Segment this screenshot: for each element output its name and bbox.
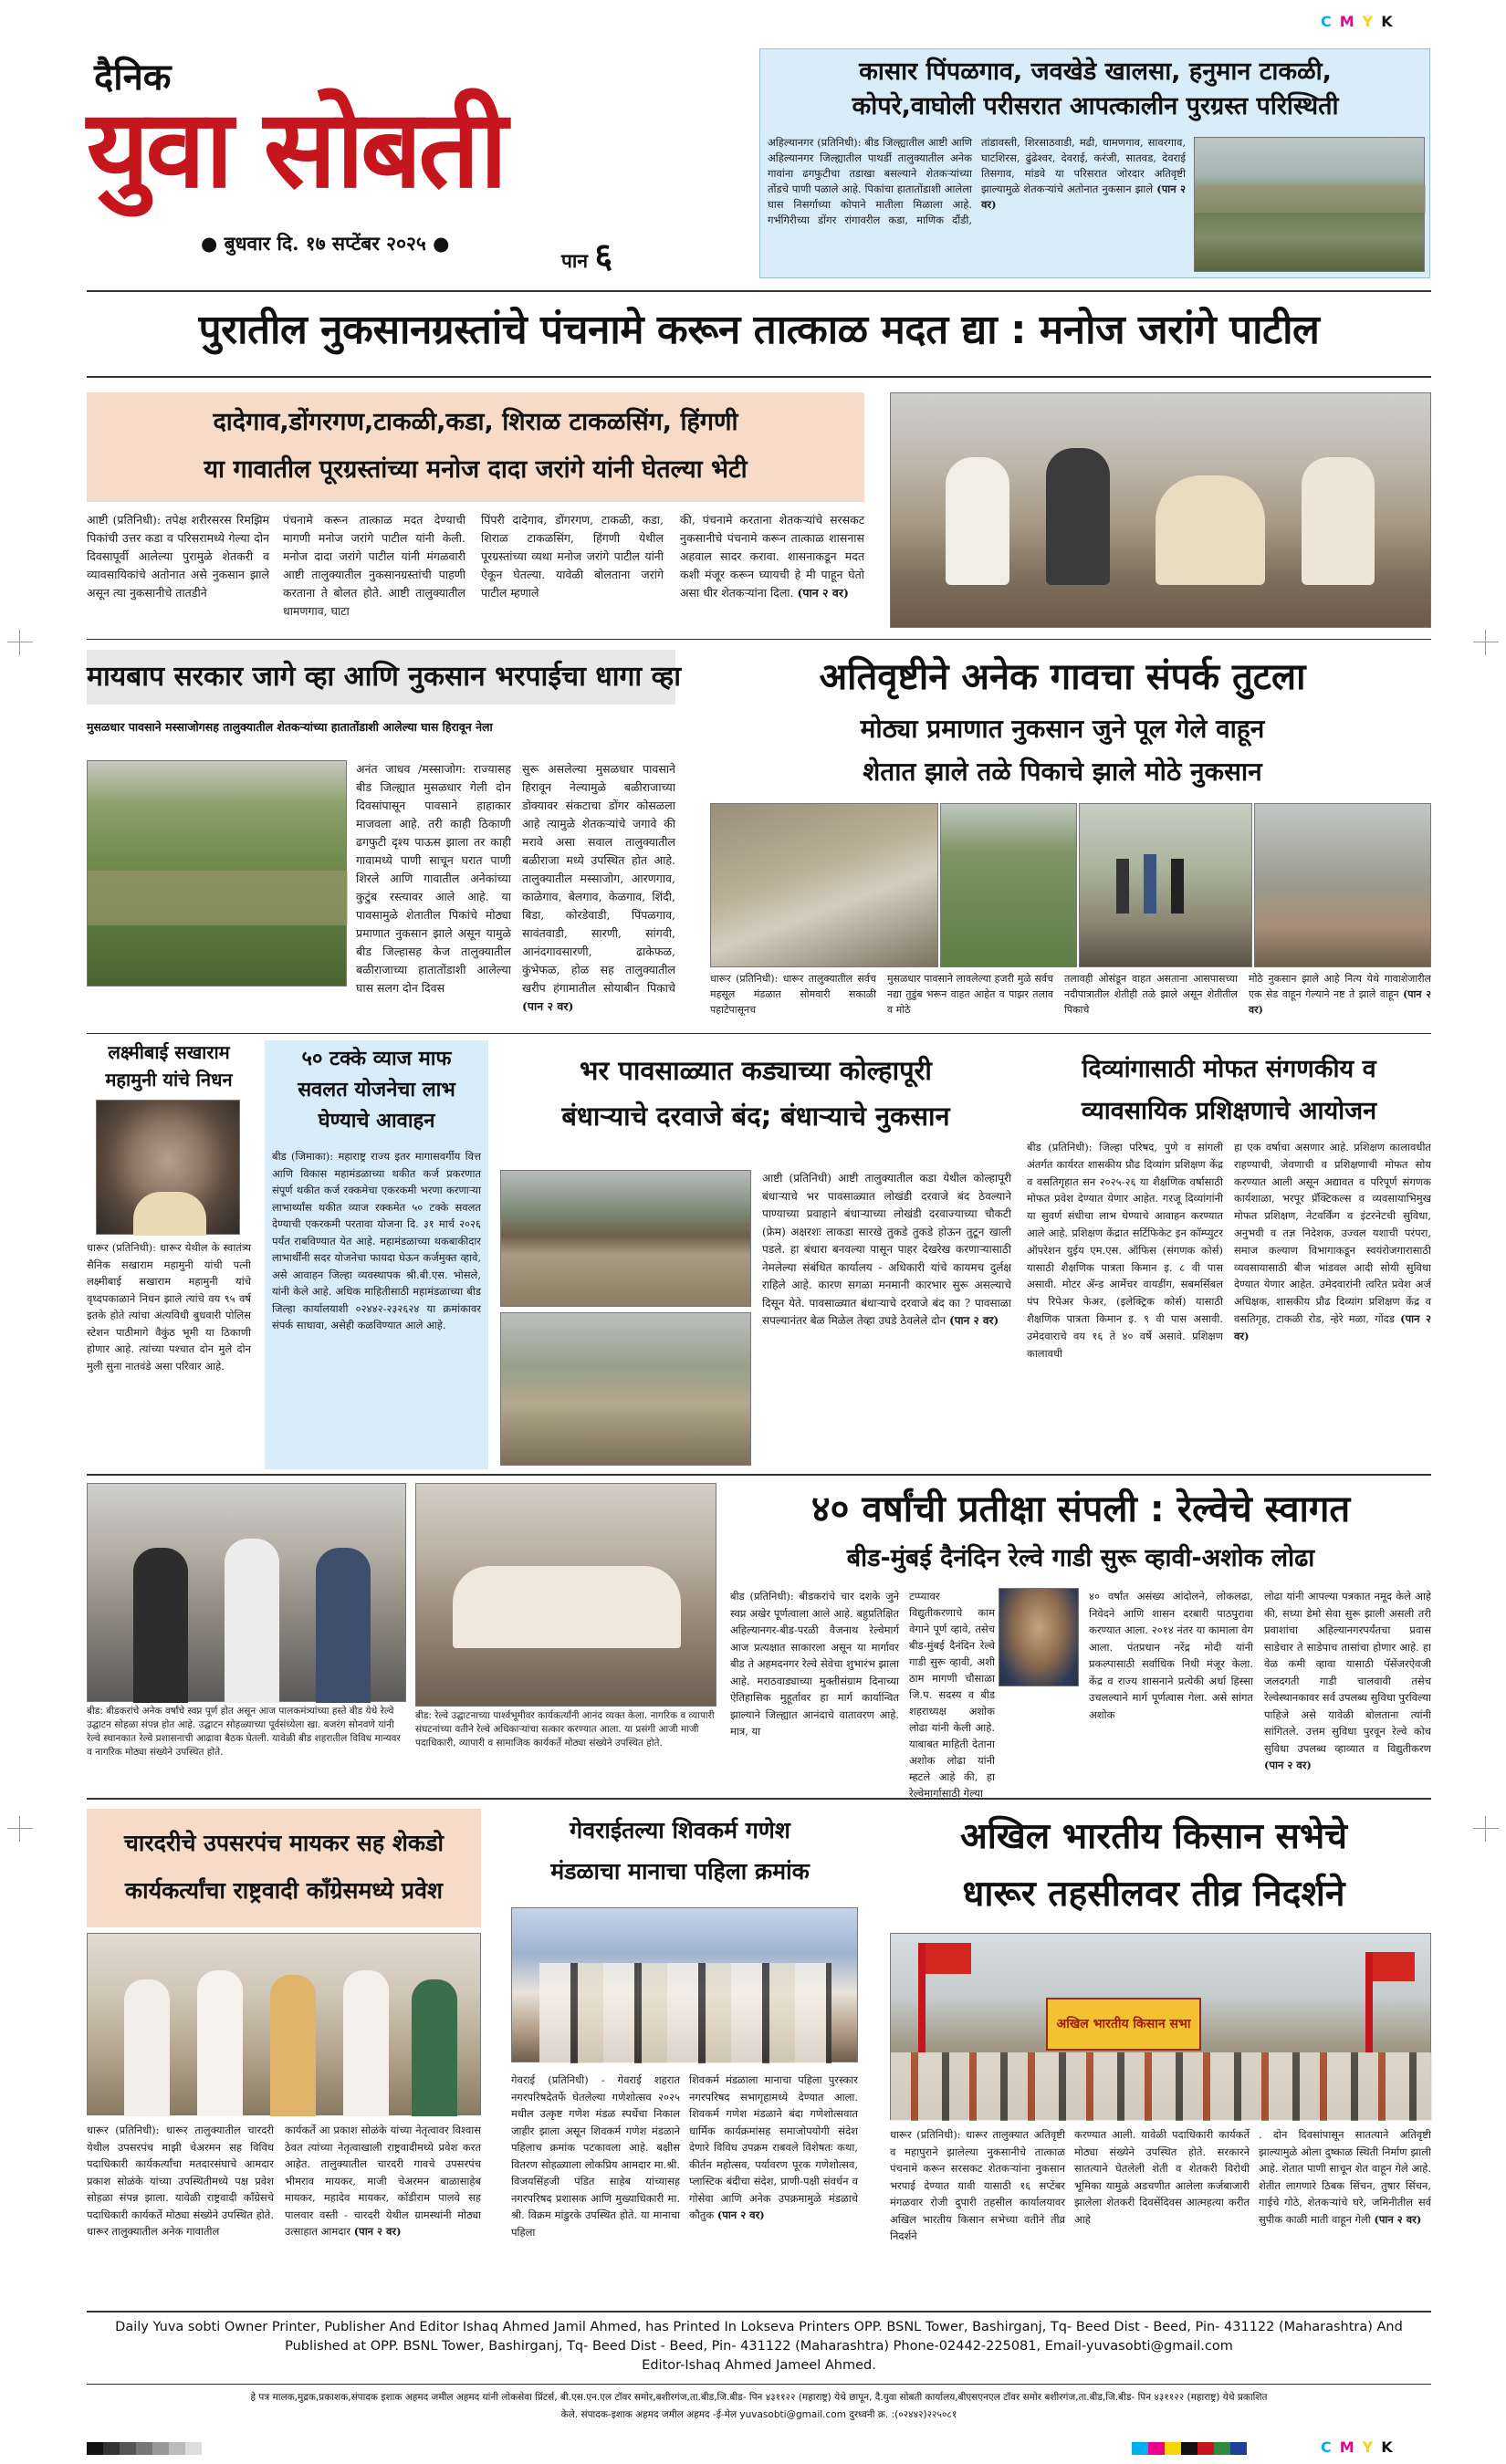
kisan-col-2: करण्यात आली. यावेळी पदाधिकारी कार्यकर्ते मोठ्या संख्येने उपस्थित होते. सरकारने सातत्याने घेतलेली शेती व शेतकरी विरोधी भूमिका यामुळे अडचणीत आलेला कर्जबाजारी झालेला शेतकरी दिवसेंदिवस आत्महत्या करीत आहे	[1074, 2128, 1250, 2226]
flood-field-photo	[1194, 137, 1425, 272]
obituary-portrait-photo	[96, 1100, 240, 1235]
ativrushti-headline: अतिवृष्टीने अनेक गावचा संपर्क तुटला	[819, 656, 1306, 698]
bandhara-gate-photo-1	[500, 1170, 751, 1307]
registration-mark-right-2	[1473, 1816, 1499, 1842]
imprint-marathi: हे पत्र मालक,मुद्रक,प्रकाशक,संपादक इशाक अहमद जमील अहमद यांनी लोकसेवा प्रिंटर्स, बी.एस.एन.एल टॉवर समोर,बशीरगंज,ता.बीड,जि.बीड- पिन ४३११२२ (महाराष्ट्र) येथे छापून, दै.युवा सोबती कार्यालय,बीएसएनएल टॉवर समोर बशीरगंज,ता.बीड,जि.बीड- पिन ४३११२२ (महाराष्ट्र) येथे प्रकाशित केले. संपादक-इशाक अहमद जमील अहमद -ई-मेल yuvasobti@gmail.com दुरध्वनी क्र. :(०२४४२)२२५०८१	[250, 2392, 1268, 2420]
jarange-col-3: पिंपरी दादेगाव, डोंगरगण, टाकळी, कडा, शिराळ टाकळसिंग, हिंगणी येथील पूरग्रस्तांच्या व्यथा मनोज जरांगे पाटील यांनी ऐकून घेतल्या. यावेळी बोलताना जरांगे पाटील म्हणाले	[481, 513, 664, 600]
top-story-headline-2: कोपरे,वाघोली परीसरात आपत्कालीन पुरग्रस्त परिस्थिती	[852, 92, 1339, 120]
masthead	[87, 50, 744, 274]
bandhara-gate-photo-2	[500, 1312, 751, 1466]
railway-col-2-wrap	[909, 1588, 1079, 1800]
upsarpanch-headline-1: चारदरीचे उपसरपंच मायकर सह शेकडो	[124, 1830, 444, 1856]
ativrushti-subhead-2: शेतात झाले तळे पिकाचे झाले मोठे नुकसान	[863, 757, 1262, 787]
railway-meeting-photo-1	[87, 1483, 406, 1702]
page-label: पान ६	[561, 235, 613, 276]
upsarpanch-headline-box	[87, 1809, 481, 1927]
railway-col-2-top: टप्प्यावर विद्युतीकरणाचे काम वेगाने पूर्ण व्हावे, तसेच बीड-मुंबई दैनंदिन रेल्वे गाडी सुरू व्हावी, अशी ठाम मागणी चौसाळा जि.प. सदस्य व बीड शहराध्यक्ष अशोक लोढा यांनी केली आहे. याबाबत माहिती देताना अशोक लोढा यांनी म्हटले आहे की, हा रेल्वेमार्गासाठी गेल्या	[909, 1590, 995, 1800]
ativrushti-subhead-1: मोठ्या प्रमाणात नुकसान जुने पूल गेले वाहून	[860, 714, 1265, 744]
railway-caption-2: बीड: रेल्वे उद्घाटनाच्या पार्श्वभूमीवर कार्यकर्त्यांनी आनंद व्यक्त केला. नागरिक व व्यापारी संघटनांच्या वतीने रेल्वे अधिकाऱ्यांचा सत्कार करण्यात आला. या प्रसंगी आजी माजी पदाधिकारी, व्यापारी व सामाजिक कार्यकर्ते मोठ्या संख्येने उपस्थित होते.	[415, 1710, 715, 1749]
kolhapuri-body: आष्टी (प्रतिनिधी) आष्टी तालुक्यातील कडा येथील कोल्हापूरी बंधाऱ्याचे भर पावसाळ्यात लोखंडी दरवाजे बंद ठेवल्याने पाण्याच्या प्रवाहाने बंधाऱ्याच्या लोखंडी दरवाज्याच्या चौकटी (फ्रेम) अक्षरशः लाकडा सारखे तुकडे तुकडे होऊन तुटून खाली पडले. हा बंधारा बनवल्या पासून पाहर देखरेख करणाऱ्यासाठी नेमलेल्या संबंधित कार्यालय - अधिकारी यांचे कायमच दुर्लक्ष राहिले आहे. कारण सगळा मनमानी कारभार सुरू असल्याचे दिसून येते. पावसाळ्यात बंधाऱ्याचे दरवाजे बंद का ? पावसाळा सपल्यानंतर बेळ मिळेल तेव्हा उघडे ठेवलेले दोन (पान २ वर)	[762, 1172, 1011, 1327]
vyaj-body: बीड (जिमाका): महाराष्ट्र राज्य इतर मागासवर्गीय वित्त आणि विकास महामंडळाच्या थकीत कर्ज प्रकरणात संपूर्ण थकीत कर्ज रक्कमेचा एकरकमी भरणा करणाऱ्या लाभार्थ्यांस थकीत व्याज रक्कमेत ५० टक्के सवलत देण्याची एकरकमी परतावा योजना दि. ३१ मार्च २०२६ पर्यंत राबविण्यात येत आहे. महामंडळाच्या थकबाकीदार लाभार्थींनी सदर योजनेचा फायदा घेऊन कर्जमुक्त व्हावे, असे आवाहन जिल्हा व्यवस्थापक श्री.बी.एस. भोसले, यांनी केले आहे. अधिक माहितीसाठी महामंडळाच्या बीड जिल्हा कार्यालयाशी ०२४४२-२३२६२४ या क्रमांकावर संपर्क साधावा, असेही कळविण्यात आले आहे.	[272, 1150, 481, 1331]
maybap-subhead: मुसळधार पावसाने मस्साजोगसह तालुक्यातील शेतकऱ्यांच्या हातातोंडाशी आलेल्या घास हिरावून नेला	[87, 720, 493, 734]
flood-bridge-photo	[710, 803, 938, 967]
top-story	[759, 48, 1430, 278]
kisan-col-3: . दोन दिवसांपासून सातत्याने अतिवृष्टी झाल्यामुळे ओला दुष्काळ स्थिती निर्माण झाली आहे. शेतात पाणी साचून शेत वाहून गेले आहे. शेतीत लागणारे ठिबक सिंचन, तुषार सिंचन, गाईचे गोठे, शेतकऱ्यांचे घरे, जमिनीतील सर्व सुपीक काळी माती वाहून गेली (पान २ वर)	[1259, 2128, 1431, 2226]
divyang-col-1: बीड (प्रतिनिधी): जिल्हा परिषद, पुणे व सांगली अंतर्गत कार्यरत शासकीय प्रौढ दिव्यांग प्रशिक्षण केंद्र व वसतिगृहात सन २०२५-२६ या शैक्षणिक वर्षासाठी मोफत प्रवेश देण्यात येणार आहेत. गरजू दिव्यांगांनी या सुवर्ण संधीचा लाभ घेण्याचे आवाहन करण्यात आले आहे. प्रशिक्षण केंद्रात सर्टिफिकेट इन कॉम्प्युटर ऑपरेशन युईय एम.एस. ऑफिस (संगणक कोर्स) यासाठी शैक्षणिक पात्रता किमान इ. ८ वी पास असावी. मोटर ॲन्ड आर्मेचर वायडींग, सबमर्सिबल पंप रिपेअर फेअर, (इलेक्ट्रिक कोर्स) यासाठी शैक्षणिक पात्रता किमान इ. ९ वी पास असावी. उमेदवाराचे वय १६ ते ४० वर्षे असावे. प्रशिक्षण कालावधी	[1027, 1141, 1223, 1360]
jarange-col-2: पंचनामे करून तात्काळ मदत देण्याची मागणी मनोज जरांगे पाटील यांनी केली. मनोज दादा जरांगे पाटील यांनी मंगळवारी आष्टी तालुक्यातील नुकसानग्रस्तांची पाहणी करताना ते बोलत होते. आष्टी तालुक्यातील धामणगाव, घाटा	[283, 513, 465, 618]
ativrushti-col-2: मुसळधार पावसाने लावलेल्या हजरी मुळे सर्वच नद्या तुडुंब भरून वाहत आहेत व पाझर तलाव व मोठे	[887, 973, 1053, 1016]
ativrushti-col-3: तलावही ओसंडून वाहत असताना आसपासच्या नदीपात्रातील शेतीही तळे झाले असून शेतीतील पिकाचे	[1064, 973, 1238, 1016]
masthead-title: युवा सोबती	[87, 86, 505, 212]
kisan-col-1: धारूर (प्रतिनिधी): धारूर तालुक्यात अतिवृष्टी व महापुराने झालेल्या नुकसानीचे तात्काळ पंचनामे करून सरसकट शेतकऱ्यांना नुकसान भरपाई देण्यात यावी यासाठी १६ सप्टेंबर मंगळवार रोजी दुपारी तहसील कार्यालयावर अखिल भारतीय किसान सभेच्या वतीने तीव्र निदर्शने	[890, 2128, 1065, 2242]
ativrushti-col-4: मोठे नुकसान झाले आहे नित्य येथे गावाशेजारील एक सेड वाहून गेल्याने नष्ट ते झाले वाहून (पान २ वर)	[1249, 973, 1431, 1016]
color-swatches-left	[87, 2442, 202, 2455]
railway-meeting-photo-2	[415, 1483, 716, 1707]
ashok-lodha-portrait	[999, 1588, 1079, 1686]
divyang-col-2: हा एक वर्षाचा असणार आहे. प्रशिक्षण कालावधीत राहण्याची, जेवणाची व प्रशिक्षणाची मोफत सोय करण्यात आली असून अद्यावत व परिपूर्ण संगणक कार्यशाळा, भरपूर प्रॅक्टिकल्स व व्यवसायाभिमुख मोफत प्रशिक्षण, नेटवर्किंग व इंटरनेटची सुविधा, अनुभवी व तज्ञ निदेशक, उज्वल यशाची परंपरा, समाज कल्याण विभागाकडून स्वयंरोजगारासाठी व्यवसायासाठी बीज भांडवल आदी सोयी सुविधा देण्यात येणार आहेत. उमेदवारांनी त्वरित प्रवेश अर्ज अधिक्षक, शासकीय प्रौढ दिव्यांग प्रशिक्षण केंद्र व वसतिगृह, टाकळी रोड, न्हेरे मळा, गोंदड (पान २ वर)	[1234, 1141, 1431, 1342]
railway-caption-1: बीड: बीडकरांचे अनेक वर्षांचे स्वप्न पूर्ण होत असून आज पालकमंत्र्यांच्या हस्ते बीड येथे रेल्वे उद्घाटन सोहळा संपन्न होत आहे. उद्घाटन सोहळ्याच्या पूर्वसंध्येला खा. बजरंग सोनवणे यांनी रेल्वे स्थानकात रेल्वे प्रशासनाची आढावा बैठक घेतली. यावेळी बीड शहरातील विविध मान्यवर व नागरिक मोठ्या संख्येने उपस्थित होते.	[87, 1706, 401, 1758]
shivkarma-col-2: शिवकर्म मंडळाला मानाचा पहिला पुरस्कार नगरपरिषद सभागृहामध्ये देण्यात आला. शिवकर्म गणेश मंडळाने बंदा गणेशोत्सवात धार्मिक कार्यक्रमांसह समाजोपयोगी संदेश देणारे विविध उपक्रम राबवले विशेषतः कथा, कीर्तन महोत्सव, पर्यावरण पूरक गणेशोत्सव, प्लास्टिक बंदीचा संदेश, प्राणी-पक्षी संवर्धन व गोसेवा आणि अनेक उपक्रमामुळे मंडळाचे कौतुक (पान २ वर)	[689, 2073, 858, 2221]
registration-mark-left-2	[7, 1816, 33, 1842]
jarange-headline-1: दादेगाव,डोंगरगण,टाकळी,कडा, शिराळ टाकळसिंग, हिंगणी	[213, 408, 738, 436]
vyaj-headline-3: घेण्याचे आवाहन	[318, 1110, 435, 1133]
vyaj-story	[265, 1040, 488, 1469]
divyang-headline-1: दिव्यांगासाठी मोफत संगणकीय व	[1082, 1055, 1376, 1083]
jarange-visit-photo	[890, 392, 1431, 628]
maybap-col-1: अनंत जाधव /मस्साजोग: राज्यासह बीड जिल्ह्यात मुसळधार गेली दोन दिवसांपासून पावसाने हाहाकार माजवला आहे. तरी काही ठिकाणी ढगफुटी दृश्य पाऊस झाला तर काही गावामध्ये पाणी साचून घरात पाणी शिरले आणि गावातील अनेकांच्या कुटुंब रस्त्यावर आले आहे. या पावसामुळे शेतातील पिकांचे मोठ्या प्रमाणात नुकसान झाले असून यामुळे बीड जिल्हासह केज तालुक्यातील बळीराजाच्या हातातोंडाशी आलेल्या घास सलग दोन दिवस	[356, 762, 511, 995]
maybap-field-photo	[87, 760, 347, 987]
shivkarma-headline-2: मंडळाचा मानाचा पहिला क्रमांक	[550, 1858, 810, 1885]
submerged-shed-photo	[1254, 803, 1431, 967]
jarange-col-1: आष्टी (प्रतिनिधी): तपेक्ष शरीरसरस रिमझिम पिकांची उत्तर कडा व परिसरामध्ये गेल्या दोन दिवसापूर्वी आलेल्या पुरामुळे शेतकरी व व्यावसायिकांचे अतोनात असे नुकसान झाले असून त्या नुकसानीचे तातडीने	[87, 513, 269, 600]
villagers-flood-photo	[1079, 803, 1252, 967]
jarange-headline-2: या गावातील पूरग्रस्तांच्या मनोज दादा जरांगे यांनी घेतल्या भेटी	[204, 455, 748, 484]
upsarpanch-col-1: धारूर (प्रतिनिधी): धारूर तालुक्यातील चारदरी येथील उपसरपंच माझी चेअरमन सह विविध पदाधिकारी कार्यकर्त्यांचा मतदारसंघाचे आमदार प्रकाश सोळंके यांच्या उपस्थितीमध्ये पक्ष प्रवेश सोहळा संपन्न झाला. यावेळी राष्ट्रवादी काँग्रेसचे पदाधिकारी कार्यकर्ते मोठ्या संख्येने उपस्थित होते. धारूर तालुक्यातील अनेक गावातील	[87, 2124, 274, 2238]
kolhapuri-headline-1: भर पावसाळ्यात कड्याच्या कोल्हापूरी	[580, 1055, 932, 1086]
kisan-headline-2: धारूर तहसीलवर तीव्र निदर्शने	[962, 1874, 1345, 1915]
top-story-headline-1: कासार पिंपळगाव, जवखेडे खालसा, हनुमान टाकळी,	[859, 57, 1332, 86]
top-story-body: अहिल्यानगर (प्रतिनिधी): बीड जिल्ह्यातील आष्टी आणि अहिल्यानगर जिल्ह्यातील पाथर्डी तालुक्यातील अनेक गावांना ढगफुटीचा तडाखा बसल्याने शेतकऱ्यांच्या तोंडचे पाणी पळाले आहे. पिकांचा हातातोंडाशी आलेला घास निसर्गाच्या कोपाने मातीला मिळाला आहे. गर्भगिरीच्या डोंगर रांगावरील कडा, माणिक दौंडी, तांडावस्ती, शिरसाठवाडी, मढी, धामणगाव, सावरगाव, घाटशिरस, ढुंढेश्वर, देवराई, करंजी, सातवड, देवराई तिसगाव, मांडवे या परिसरात जोरदार अतिवृष्टी झाल्यामुळे शेतकऱ्यांचे अतोनात नुकसान झाले (पान २ वर)	[768, 136, 1186, 226]
crop-field-photo	[940, 803, 1077, 967]
registration-mark-left	[7, 630, 33, 655]
page-number: ६	[594, 235, 613, 276]
jarange-headline-box	[87, 392, 864, 502]
maybap-col-2: सुरू असलेल्या मुसळधार पावसाने हिरावून नेल्यामुळे बळीराजाच्या डोक्यावर संकटाचा डोंगर कोसळला आहे त्यामुळे शेतकऱ्यांचे जगावे की मरावे असा सवाल तालुक्यातील बळीराजा मध्ये उपस्थित होत आहे. तालुक्यातील मस्साजोग, आरणगाव, काळेगाव, बेलगाव, केळगाव, शिंदी, बिडा, कोरडेवाडी, पिंपळगाव, सावंतवाडी, सारणी, सांगवी, आनंदगावसारणी, ढाकेफळ, कुंभेफळ, होळ सह तालुक्यातील खरीप हंगामातील सोयाबीन पिकाचे (पान २ वर)	[522, 762, 675, 1013]
shivkarma-col-1: गेवराई (प्रतिनिधी) - गेवराई शहरात नगरपरिषदेतर्फे घेतलेल्या गणेशोत्सव २०२५ मधील उत्कृष्ट गणेश मंडळ स्पर्धेचा निकाल जाहीर झाला असून शिवकर्म गणेश मंडळाने पहिलाच क्रमांक पटकावला आहे. बक्षीस वितरण सोहळ्याला लोकप्रिय आमदार मा.श्री. विजयसिंहजी पंडित साहेब यांच्यासह नगरपरिषद प्रशासक आणि मुख्याधिकारी मा. श्री. विक्रम मांडुरके उपस्थित होते. या मानाचा पहिला	[511, 2073, 680, 2239]
registration-mark-right	[1473, 630, 1499, 655]
color-swatches-right	[1132, 2442, 1247, 2455]
imprint-english: Daily Yuva sobti Owner Printer, Publisher And Editor Ishaq Ahmed Jamil Ahmed, has Printed In Lokseva Printers OPP. BSNL Tower, Bashirganj, Tq- Beed Dist - Beed, Pin- 431122 (Maharashtra) And Published at OPP. BSNL Tower, Bashirganj, Tq- Beed Dist - Beed, Pin- 431122 (Maharashtra) Phone-02442-225081, Email-yuvasobti@gmail.com Editor-Ishaq Ahmed Jameel Ahmed.	[115, 2320, 1403, 2373]
vyaj-headline-2: सवलत योजनेचा लाभ	[298, 1079, 455, 1101]
railway-subhead: बीड-मुंबई दैनंदिन रेल्वे गाडी सुरू व्हावी-अशोक लोढा	[846, 1544, 1315, 1572]
obituary-body: धारूर (प्रतिनिधी): धारूर येथील के स्वातंत्र्य सैनिक सखाराम महामुनी यांची पत्नी लक्ष्मीबाई सखाराम महामुनी यांचे वृध्दपकाळाने निधन झाले त्यांचे वय ९५ वर्ष इतके होते त्यांचा अंत्यविधी बुधवारी पोलिस स्टेशन पाठीमागे वैकुंठ भूमी या ठिकाणी होणार आहे. त्यांच्या पश्चात दोन मुले दोन मुली सुना नातवंडे असा परिवार आहे.	[87, 1241, 251, 1373]
kolhapuri-headline-2: बंधाऱ्याचे दरवाजे बंद; बंधाऱ्याचे नुकसान	[561, 1101, 950, 1132]
lead-headline: पुरातील नुकसानग्रस्तांचे पंचनामे करून तात्काळ मदत द्या : मनोज जरांगे पाटील	[198, 307, 1320, 353]
jarange-col-4: की, पंचनामे करताना शेतकऱ्यांचे सरसकट नुकसानीचे पंचनामे करून तात्काळ शासनास अहवाल सादर करावा. शासनाकडून मदत कशी मंजूर करून घ्यायची हे मी पाहून घेतो असा धीर शेतकऱ्यांना दिला. (पान २ वर)	[680, 513, 864, 600]
divyang-headline-2: व्यावसायिक प्रशिक्षणाचे आयोजन	[1081, 1097, 1377, 1125]
vyaj-headline-1: ५० टक्के व्याज माफ	[301, 1048, 452, 1070]
shivkarma-headline-1: गेवराईतल्या शिवकर्म गणेश	[570, 1817, 790, 1843]
kisan-banner: अखिल भारतीय किसान सभा	[1046, 1998, 1201, 2051]
kisan-headline-1: अखिल भारतीय किसान सभेचे	[959, 1816, 1348, 1857]
party-entry-photo	[87, 1933, 481, 2115]
cmyk-mark-bottom: CMYK	[1321, 2438, 1401, 2456]
upsarpanch-col-2: कार्यकर्ते आ प्रकाश सोळंके यांच्या नेतृत्वावर विश्वास ठेवत त्यांच्या नेतृत्वाखाली राष्ट्रवादीमध्ये प्रवेश करत आहेत. तालुक्यातील चारदरी गावचे उपसरपंच भीमराव मायकर, माजी चेअरमन बाळासाहेब मायकर, महादेव मायकर, कोंडीराम पालवे सह पालवार वस्ती - चारदरी येथील ग्रामस्थांनी मोठ्या उत्साहात आमदार (पान २ वर)	[285, 2124, 481, 2238]
railway-col-3: ४० वर्षांत असंख्य आंदोलने, लोकलढा, निवेदने आणि शासन दरबारी पाठपुरावा करण्यात आला. २०१४ नंतर या कामाला वेग आला. पंतप्रधान नरेंद्र मोदी यांनी प्रकल्पासाठी सर्वाधिक निधी मंजूर केला. केंद्र व राज्य शासनाने प्रत्येकी अर्धा हिस्सा उचलल्याने मार्ग पूर्णत्वास गेला. असे सांगत अशोक	[1089, 1590, 1253, 1721]
obituary-headline-1: लक्ष्मीबाई सखाराम	[108, 1041, 230, 1063]
masthead-prefix: दैनिक	[94, 56, 172, 99]
date-line: ● बुधवार दि. १७ सप्टेंबर २०२५ ●	[201, 232, 450, 255]
maybap-headline: मायबाप सरकार जागे व्हा आणि नुकसान भरपाईचा धागा व्हा	[87, 650, 675, 705]
railway-col-1: बीड (प्रतिनिधी): बीडकरांचे चार दशके जुने स्वप्न अखेर पूर्णत्वाला आले आहे. बहुप्रतिक्षित अहिल्यानगर-बीड-परळी वैजनाथ रेल्वेमार्ग आज प्रत्यक्षात साकारला असून या मार्गावर बीड ते अहमदनगर रेल्वे सेवेचा शुभारंभ झाला आहे. मराठवाड्याच्या मुक्तीसंग्राम दिनाच्या ऐतिहासिक मुहूर्तावर हा मार्ग कार्यान्वित झाल्याने जिल्ह्यात आनंदाचे वातावरण आहे. मात्र, या	[730, 1590, 899, 1738]
ganesh-award-photo	[511, 1907, 858, 2062]
railway-headline: ४० वर्षांची प्रतीक्षा संपली : रेल्वेचे स्वागत	[811, 1488, 1351, 1530]
upsarpanch-headline-2: कार्यकर्त्यांचा राष्ट्रवादी काँग्रेसमध्ये प्रवेश	[124, 1877, 444, 1904]
kisan-protest-photo	[890, 1933, 1431, 2120]
cmyk-mark-top: CMYK	[1321, 13, 1401, 30]
ativrushti-col-1: धारूर (प्रतिनिधी): धारूर तालुक्यातील सर्वच महसूल मंडळात सोमवारी सकाळी पहाटेपासूनच	[710, 973, 876, 1016]
railway-col-4: लोढा यांनी आपल्या पत्रकात नमूद केले आहे की, सध्या डेमो सेवा सुरू झाली असली तरी प्रवाशांचा अहिल्यानगरपर्यंतचा प्रवास साडेचार ते साडेपाच तासांचा होणार आहे. हा वेळ कमी व्हावा यासाठी पॅसेंजरऐवजी जलदगती गाडी चालवावी तसेच रेल्वेस्थानकावर सर्व उपलब्ध सुविधा पुरविल्या पाहिजे असे यावेळी बोलताना त्यांनी सांगितले. उत्तम सुविधा पुरवून रेल्वे कोच सुविधा उपलब्ध व्हाव्यात व विद्युतीकरण (पान २ वर)	[1264, 1590, 1431, 1771]
obituary-headline-2: महामुनी यांचे निधन	[105, 1069, 233, 1091]
